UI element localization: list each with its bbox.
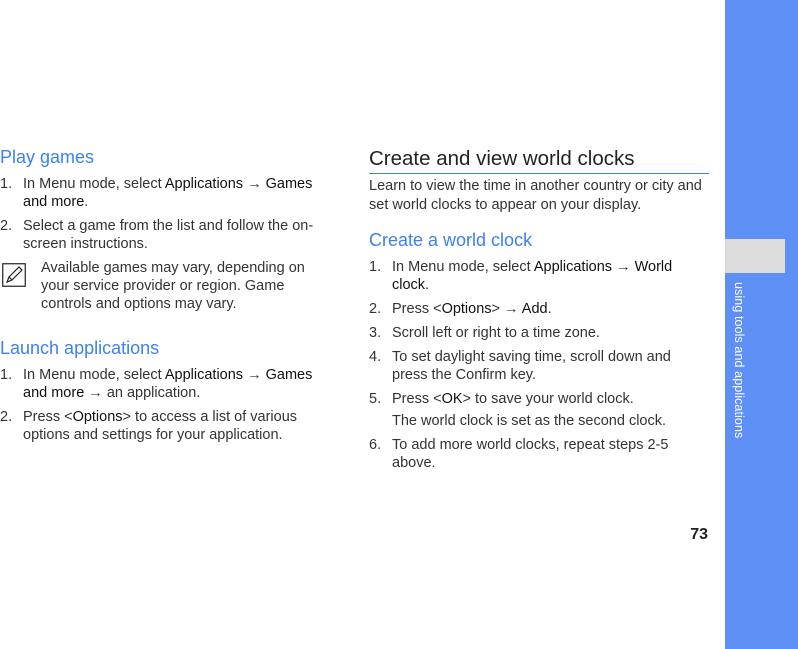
step-number: 3. — [369, 325, 382, 341]
step-text: . — [425, 277, 430, 293]
page-title: Create and view world clocks — [369, 145, 709, 174]
section-heading-launch-applications: Launch applications — [0, 338, 160, 358]
step-result-text: The world clock is set as the second clock. — [392, 413, 667, 429]
step-text: Press < — [392, 301, 442, 317]
step-number: 2. — [369, 301, 382, 317]
list-item — [369, 390, 709, 430]
note-text: Available games may vary, depending on your service provider or region. Game controls and options may vary. — [41, 260, 305, 312]
step-text: In Menu mode, select — [23, 176, 165, 192]
step-text: > → — [491, 301, 522, 317]
menu-term: Games and more — [23, 367, 313, 401]
play-games-steps — [0, 175, 336, 253]
list-item — [0, 175, 336, 211]
step-number: 1. — [0, 176, 13, 192]
softkey-label: OK — [441, 391, 463, 407]
list-item — [0, 408, 336, 444]
list-item — [0, 217, 336, 253]
step-text: an application. — [106, 385, 201, 401]
step-number: 6. — [369, 437, 382, 453]
step-text: Press < — [23, 409, 73, 425]
step-text: To add more world clocks, repeat steps 2-5 above. — [392, 437, 669, 471]
side-tab-marker — [725, 239, 785, 273]
step-number: 1. — [369, 259, 382, 275]
menu-term: Games and more — [23, 176, 313, 210]
menu-term: Add — [521, 301, 548, 317]
list-item — [369, 324, 709, 342]
list-item — [369, 258, 709, 294]
intro-text: Learn to view the time in another country or city and set world clocks to appear on your display. — [369, 178, 702, 213]
list-item — [369, 436, 709, 472]
step-number: 1. — [0, 367, 13, 383]
step-text: Press < — [392, 391, 442, 407]
step-text: > to save your world clock. — [462, 391, 634, 407]
menu-term: World clock — [392, 259, 673, 293]
list-item — [369, 348, 709, 384]
launch-applications-steps — [0, 366, 336, 444]
step-text: > to access a list of various options and settings for your application. — [23, 409, 298, 443]
page-number: 73 — [690, 526, 708, 543]
step-number: 5. — [369, 391, 382, 407]
arrow: → — [612, 259, 635, 275]
create-world-clock-steps — [369, 258, 709, 472]
arrow: → — [243, 176, 266, 192]
left-column — [0, 145, 336, 450]
step-text: . — [84, 194, 89, 210]
menu-term: Applications — [164, 367, 244, 383]
list-item — [369, 300, 709, 318]
step-text: In Menu mode, select — [23, 367, 165, 383]
step-text: Select a game from the list and follow the on-screen instructions. — [23, 218, 314, 252]
section-heading-create-world-clock: Create a world clock — [369, 230, 533, 250]
menu-term: Applications — [164, 176, 244, 192]
arrow: → — [84, 385, 107, 401]
softkey-label: Options — [72, 409, 123, 425]
section-heading-play-games: Play games — [0, 147, 95, 167]
step-text: To set daylight saving time, scroll down and press the Confirm key. — [392, 349, 671, 383]
note-pencil-icon — [2, 263, 26, 287]
list-item — [0, 366, 336, 402]
step-number: 4. — [369, 349, 382, 365]
note — [0, 259, 336, 313]
step-number: 2. — [0, 409, 13, 425]
arrow: → — [243, 367, 266, 383]
step-text: . — [547, 301, 552, 317]
softkey-label: Options — [441, 301, 492, 317]
right-column — [369, 145, 709, 478]
step-text: Scroll left or right to a time zone. — [392, 325, 600, 341]
step-number: 2. — [0, 218, 13, 234]
menu-term: Applications — [533, 259, 613, 275]
side-tab-label: using tools and applications — [732, 282, 746, 439]
step-text: In Menu mode, select — [392, 259, 534, 275]
